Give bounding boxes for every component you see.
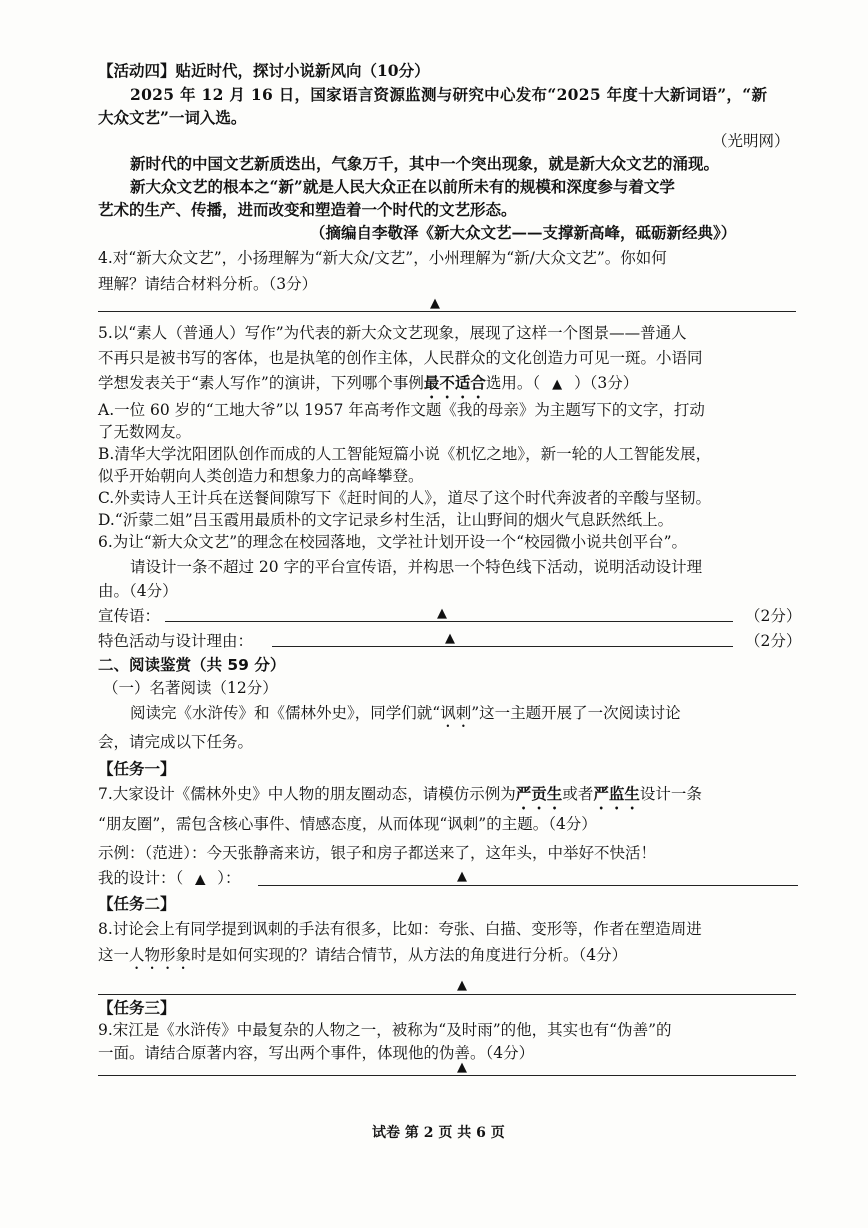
answer-marker[interactable]: ▲ xyxy=(195,872,206,887)
news-line-2: 大众文艺”一词入选。 xyxy=(98,108,247,127)
question-6-line-2: 请设计一条不超过 20 字的平台宣传语，并构思一个特色线下活动，说明活动设计理 xyxy=(130,558,703,576)
section-2-intro-line-2: 会，请完成以下任务。 xyxy=(98,733,254,751)
section-2-subtitle: （一）名著阅读（12分） xyxy=(103,679,278,697)
option-a-line-2: 了无数网友。 xyxy=(98,423,192,441)
page-footer: 试卷 第 2 页 共 6 页 xyxy=(372,1125,505,1141)
question-9-line-1: 9.宋江是《水浒传》中最复杂的人物之一，被称为“及时雨”的他，其实也有“伪善”的 xyxy=(98,1021,672,1039)
answer-line-q4[interactable] xyxy=(98,311,796,312)
slogan-label: 宣传语： xyxy=(98,607,161,625)
material-source: （摘编自李敬泽《新大众文艺——支撑新高峰，砥砺新经典》） xyxy=(310,223,737,242)
answer-marker: ▲ xyxy=(445,631,455,646)
task-2-title: 【任务二】 xyxy=(98,895,176,913)
question-9-line-2: 一面。请结合原著内容，写出两个事件，体现他的伪善。（4分） xyxy=(98,1044,535,1062)
activity-answer-line[interactable] xyxy=(272,646,733,647)
question-8-line-2: 这一人物形象时是如何实现的？请结合情节，从方法的角度进行分析。（4分） xyxy=(98,946,628,964)
emphasis-text: 最不适合 xyxy=(423,373,486,392)
question-4-line-2: 理解？请结合材料分析。（3分） xyxy=(98,275,318,293)
answer-marker[interactable]: ▲ xyxy=(552,377,563,392)
option-b-line-2: 似乎开始朝向人类创造力和想象力的高峰攀登。 xyxy=(98,467,424,485)
news-line-1: 2025 年 12 月 16 日，国家语言资源监测与研究中心发布“2025 年度十大新词语”，“新 xyxy=(130,85,768,104)
question-5-line-2: 不再只是被书写的客体，也是执笔的创作主体，人民群众的文化创造力可见一斑。小语同 xyxy=(98,349,703,367)
answer-marker: ▲ xyxy=(437,606,447,621)
design-label: 我的设计：（ ▲ ）： xyxy=(98,867,241,891)
task-1-title: 【任务一】 xyxy=(98,760,176,778)
news-source: （光明网） xyxy=(712,132,790,150)
answer-marker: ▲ xyxy=(457,978,467,993)
task-3-title: 【任务三】 xyxy=(98,999,176,1017)
example-text: 示例：（范进）：今天张静斋来访，银子和房子都送来了，这年头，中举好不快活！ xyxy=(98,844,657,862)
question-8-line-1: 8.讨论会上有同学提到讽刺的手法有很多，比如：夸张、白描、变形等，作者在塑造周进 xyxy=(98,920,702,938)
design-answer-line[interactable] xyxy=(258,885,798,886)
answer-line-q9[interactable] xyxy=(98,1075,796,1076)
answer-line-q8[interactable] xyxy=(98,994,796,995)
material-para-2-line-2: 艺术的生产、传播，进而改变和塑造着一个时代的文艺形态。 xyxy=(98,200,517,219)
option-b-line-1: B.清华大学沈阳团队创作而成的人工智能短篇小说《机忆之地》，新一轮的人工智能发展， xyxy=(98,445,712,463)
activity-label: 特色活动与设计理由： xyxy=(98,632,254,650)
material-para-1: 新时代的中国文艺新质迭出，气象万千，其中一个突出现象，就是新大众文艺的涌现。 xyxy=(130,154,720,173)
emphasis-text: 严监生 xyxy=(593,784,640,803)
activity-score: （2分） xyxy=(745,632,802,650)
answer-marker: ▲ xyxy=(457,869,467,884)
question-6-line-3: 由。（4分） xyxy=(98,582,178,600)
activity-title: 【活动四】贴近时代，探讨小说新风向（10分） xyxy=(98,61,430,80)
emphasis-text: 讽刺 xyxy=(440,704,472,722)
emphasis-text: 人物形象 xyxy=(129,946,192,964)
option-a-line-1: A.一位 60 岁的“工地大爷”以 1957 年高考作文题《我的母亲》为主题写下的文字，打动 xyxy=(98,401,705,419)
question-6-line-1: 6.为让“新大众文艺”的理念在校园落地，文学社计划开设一个“校园微小说共创平台”。 xyxy=(98,533,687,551)
section-2-title: 二、阅读鉴赏（共 59 分） xyxy=(98,656,286,674)
emphasis-text: 严贡生 xyxy=(515,784,563,803)
slogan-score: （2分） xyxy=(745,607,802,625)
option-c: C.外卖诗人王计兵在送餐间隙写下《赶时间的人》，道尽了这个时代奔波者的辛酸与坚韧。 xyxy=(98,489,711,507)
answer-marker: ▲ xyxy=(457,1060,467,1075)
question-7-line-1: 7.大家设计《儒林外史》中人物的朋友圈动态，请模仿示例为严贡生或者严监生设计一条 xyxy=(98,784,702,803)
answer-marker: ▲ xyxy=(430,296,440,311)
question-5-line-3: 学想发表关于“素人写作”的演讲，下列哪个事例最不适合选用。（ ▲ ）（3分） xyxy=(98,372,638,402)
slogan-answer-line[interactable] xyxy=(165,621,733,622)
material-para-2-line-1: 新大众文艺的根本之“新”就是人民大众正在以前所未有的规模和深度参与着文学 xyxy=(130,177,675,196)
section-2-intro-line-1: 阅读完《水浒传》和《儒林外史》，同学们就“讽刺”这一主题开展了一次阅读讨论 xyxy=(130,704,681,722)
question-4-line-1: 4.对“新大众文艺”，小扬理解为“新大众/文艺”，小州理解为“新/大众文艺”。你如何 xyxy=(98,249,667,267)
question-5-line-1: 5.以“素人（普通人）写作”为代表的新大众文艺现象，展现了这样一个图景——普通人 xyxy=(98,324,687,342)
option-d: D.“沂蒙二姐”吕玉霞用最质朴的文字记录乡村生活，让山野间的烟火气息跃然纸上。 xyxy=(98,511,674,529)
question-7-line-2: “朋友圈”，需包含核心事件、情感态度，从而体现“讽刺”的主题。（4分） xyxy=(98,815,597,833)
